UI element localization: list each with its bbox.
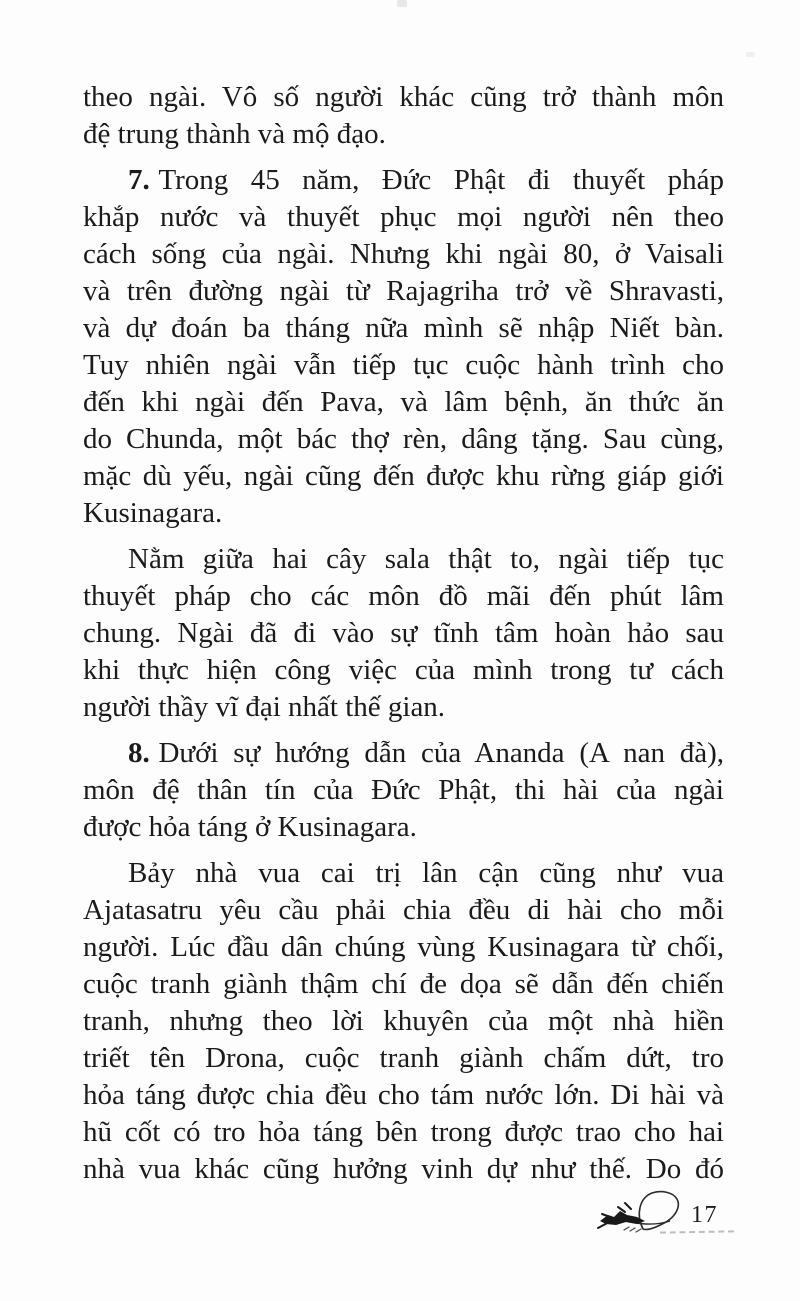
paragraph — [83, 162, 724, 532]
text-line: đến khi ngài đến Pava, và lâm bệnh, ăn thức ăn — [83, 386, 724, 418]
text-line: thuyết pháp cho các môn đồ mãi đến phút lâm — [83, 580, 724, 612]
scan-artifact-right — [746, 52, 755, 57]
text-line: hỏa táng được chia đều cho tám nước lớn. Di hài và — [83, 1079, 724, 1111]
text-line: người thầy vĩ đại nhất thế gian. — [83, 691, 446, 723]
footer-dashed-line — [660, 1230, 734, 1233]
text-line-content: Trong 45 năm, Đức Phật đi thuyết pháp — [158, 164, 724, 196]
text-line: và dự đoán ba tháng nữa mình sẽ nhập Niết bàn. — [83, 312, 724, 344]
text-line-content: Dưới sự hướng dẫn của Ananda (A nan đà), — [158, 737, 724, 769]
text-line: Ajatasatru yêu cầu phải chia đều di hài cho mỗi — [83, 894, 724, 926]
text-line — [83, 162, 724, 199]
paragraph-number: 8. — [128, 737, 150, 769]
text-line: mặc dù yếu, ngài cũng đến được khu rừng giáp giới — [83, 460, 724, 492]
text-line: khắp nước và thuyết phục mọi người nên theo — [83, 201, 724, 233]
page-footer — [596, 1186, 756, 1244]
text-line: môn đệ thân tín của Đức Phật, thi hài của ngài — [83, 774, 724, 806]
page-number: 17 — [691, 1202, 718, 1228]
text-line: khi thực hiện công việc của mình trong tư cách — [83, 654, 724, 686]
text-line: Tuy nhiên ngài vẫn tiếp tục cuộc hành trình cho — [83, 349, 724, 381]
text-line: cuộc tranh giành thậm chí đe dọa sẽ dẫn đến chiến — [83, 968, 724, 1000]
paragraph — [83, 541, 724, 726]
text-line: do Chunda, một bác thợ rèn, dâng tặng. Sau cùng, — [83, 423, 724, 455]
text-line: được hỏa táng ở Kusinagara. — [83, 811, 417, 843]
text-line: hũ cốt có tro hỏa táng bên trong được trao cho hai — [83, 1116, 724, 1148]
text-line: và trên đường ngài từ Rajagriha trở về Shravasti, — [83, 275, 724, 307]
text-line: triết tên Drona, cuộc tranh giành chấm dứt, tro — [83, 1042, 724, 1074]
text-line: đệ trung thành và mộ đạo. — [83, 118, 386, 150]
text-line: người. Lúc đầu dân chúng vùng Kusinagara từ chối, — [83, 931, 724, 963]
text-line: tranh, nhưng theo lời khuyên của một nhà hiền — [83, 1005, 724, 1037]
text-line: theo ngài. Vô số người khác cũng trở thành môn — [83, 81, 724, 113]
text-line: Bảy nhà vua cai trị lân cận cũng như vua — [128, 857, 724, 889]
text-line: nhà vua khác cũng hưởng vinh dự như thế. Do đó — [83, 1153, 724, 1185]
text-line — [83, 735, 724, 772]
scan-artifact-top — [397, 0, 407, 7]
paragraph — [83, 735, 724, 846]
paragraph — [83, 79, 724, 153]
text-line: cách sống của ngài. Nhưng khi ngài 80, ở Vaisali — [83, 238, 724, 270]
text-line: chung. Ngài đã đi vào sự tĩnh tâm hoàn hảo sau — [83, 617, 724, 649]
page-text — [83, 79, 724, 1188]
text-line: Nằm giữa hai cây sala thật to, ngài tiếp tục — [128, 543, 724, 575]
paragraph-number: 7. — [128, 164, 150, 196]
text-line: Kusinagara. — [83, 497, 223, 529]
paragraph — [83, 855, 724, 1188]
